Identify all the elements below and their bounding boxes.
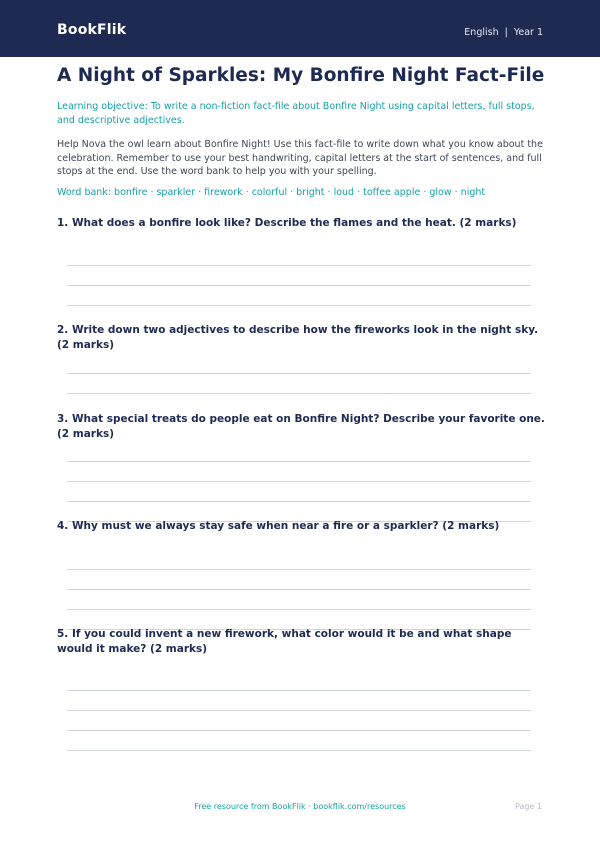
intro-paragraph: Help Nova the owl learn about Bonfire Night! Use this fact-file to write down what you know about the celebration. Remember to use your best handwriting, capital letters at the start of sentences, and full stops at the end. Use the word bank to help you with your spelling. [57,139,543,177]
page-header [0,0,600,57]
answer-line[interactable] [67,710,531,711]
answer-line[interactable] [67,285,531,286]
answer-line[interactable] [67,589,531,590]
answer-line[interactable] [67,481,531,482]
answer-line[interactable] [67,305,531,306]
answer-line[interactable] [67,373,531,374]
question-4: 4. Why must we always stay safe when near a fire or a sparkler? (2 marks) [57,520,500,532]
learning-objective: Learning objective: To write a non-fiction fact-file about Bonfire Night using capital letters, full stops, and descriptive adjectives. [57,101,535,126]
subject-year-label [464,27,543,38]
question-5: 5. If you could invent a new firework, what color would it be and what shape would it make? (2 marks) [57,628,512,655]
answer-line[interactable] [67,690,531,691]
brand-logo[interactable]: BookFlik [57,22,127,38]
answer-line[interactable] [67,609,531,610]
answer-line[interactable] [67,501,531,502]
year-label: Year 1 [513,27,543,38]
header-separator: | [504,27,508,38]
answer-line[interactable] [67,265,531,266]
footer-resource-link[interactable]: Free resource from BookFlik · bookflik.com/resources [194,802,406,811]
answer-line[interactable] [67,569,531,570]
word-bank: Word bank: bonfire · sparkler · firework · colorful · bright · loud · toffee apple · glow · night [57,187,486,198]
question-3: 3. What special treats do people eat on Bonfire Night? Describe your favorite one. (2 marks) [57,413,545,440]
page-number: Page 1 [515,802,542,811]
answer-line[interactable] [67,750,531,751]
question-1: 1. What does a bonfire look like? Describe the flames and the heat. (2 marks) [57,217,517,229]
question-2: 2. Write down two adjectives to describe how the fireworks look in the night sky. (2 marks) [57,324,539,351]
worksheet-title: A Night of Sparkles: My Bonfire Night Fact-File [57,65,545,86]
answer-line[interactable] [67,730,531,731]
answer-line[interactable] [67,393,531,394]
page-footer [0,802,600,816]
subject-label: English [464,27,499,38]
answer-line[interactable] [67,461,531,462]
